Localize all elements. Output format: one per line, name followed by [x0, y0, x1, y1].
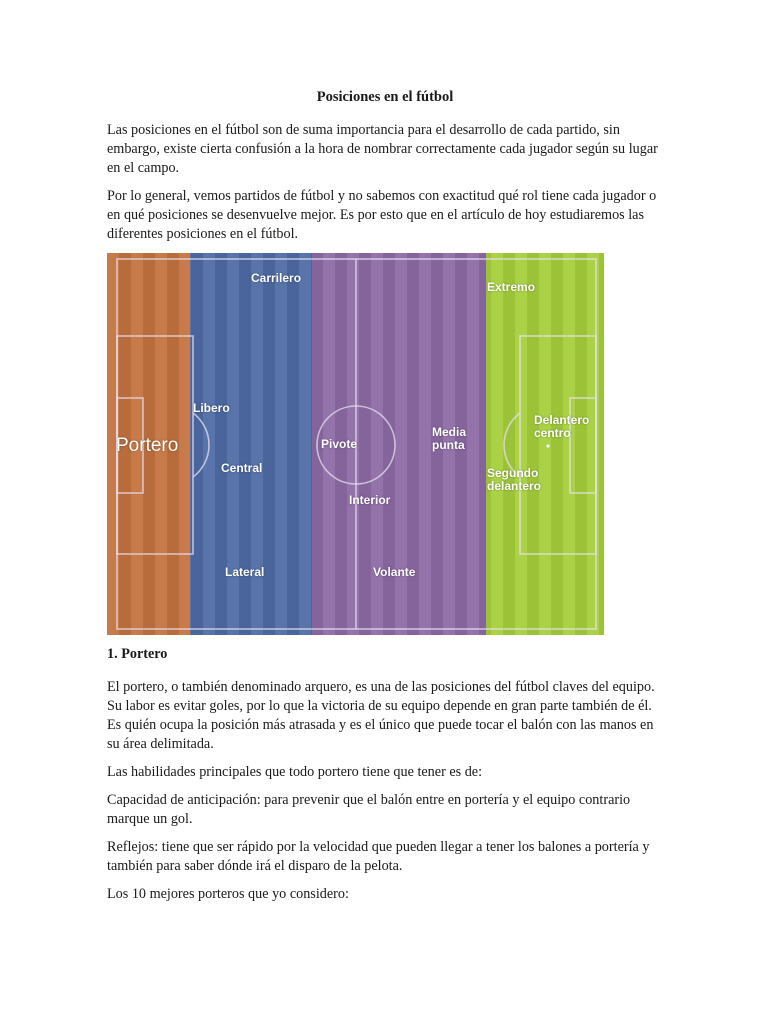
document-page — [107, 88, 663, 913]
intro-paragraph-2: Por lo general, vemos partidos de fútbol y no sabemos con exactitud qué rol tiene cada jugador o en qué posiciones se desenvuelve mejor. Es por esto que en el artículo de hoy estudiaremos las diferentes posiciones en el fútbol. — [107, 188, 657, 242]
label-media-punta: Media punta — [432, 425, 467, 452]
section-heading-portero: 1. Portero — [107, 646, 168, 662]
section-paragraph-4: Reflejos: tiene que ser rápido por la velocidad que pueden llegar a tener los balones a portería y también para saber dónde irá el disparo de la pelota. — [107, 839, 650, 874]
label-portero: Portero — [116, 435, 179, 456]
section-paragraph-1: El portero, o también denominado arquero, es una de las posiciones del fútbol claves del equipo. Su labor es evitar goles, por lo que la victoria de su equipo depende en gran parte también de él. Es quién ocupa la posición más atrasada y es el único que puede tocar el balón con las manos en su área delimitada. — [107, 679, 655, 752]
label-carrilero: Carrilero — [251, 271, 302, 285]
label-libero: Libero — [193, 401, 230, 415]
section-paragraph-2: Las habilidades principales que todo portero tiene que tener es de: — [107, 764, 483, 780]
intro-paragraph-1: Las posiciones en el fútbol son de suma importancia para el desarrollo de cada partido, sin embargo, existe cierta confusión a la hora de nombrar correctamente cada jugador según su lugar en el campo. — [107, 122, 658, 176]
label-lateral: Lateral — [225, 565, 265, 579]
section-paragraph-5: Los 10 mejores porteros que yo considero: — [107, 886, 349, 902]
label-central: Central — [221, 461, 263, 475]
label-volante: Volante — [373, 565, 416, 579]
label-interior: Interior — [349, 493, 391, 507]
label-extremo: Extremo — [487, 280, 536, 294]
penalty-spot — [546, 444, 549, 447]
label-delantero-centro: Delantero centro — [534, 413, 590, 440]
football-field-diagram — [107, 253, 604, 635]
section-paragraph-3: Capacidad de anticipación: para prevenir que el balón entre en portería y el equipo contrario marque un gol. — [107, 792, 631, 827]
document-title: Posiciones en el fútbol — [316, 89, 454, 105]
label-pivote: Pivote — [321, 437, 358, 451]
label-segundo-delantero: Segundo delantero — [487, 466, 542, 493]
